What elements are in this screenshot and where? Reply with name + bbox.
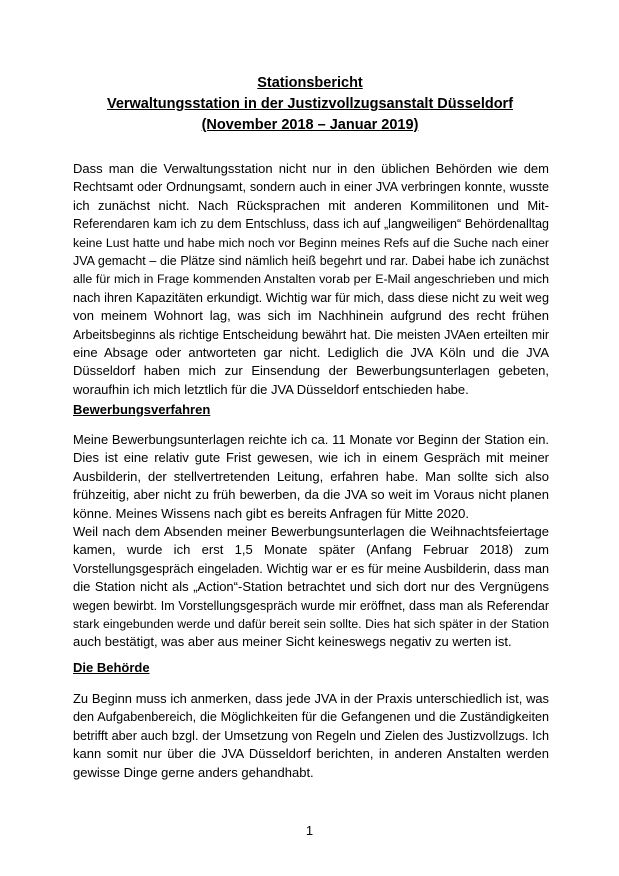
text-line: wegen bewirbt. Im Vorstellungsgespräch wurde mir eröffnet, dass man als Referendar [73,598,549,613]
text-line: stark eingebunden werde und dafür bereit sein sollte. Dies hat sich später in der Station [73,617,549,632]
text-line: den Aufgabenbereich, die Möglichkeiten für die Gefangenen und die Zuständigkeiten [73,710,549,725]
text-line: Meine Bewerbungsunterlagen reichte ich ca. 11 Monate vor Beginn der Station ein. [73,432,549,447]
text-line: nach ihren Kapazitäten erkundigt. Wichtig war für mich, dass diese nicht zu weit weg [73,290,549,305]
text-line: Dass man die Verwaltungsstation nicht nur in den üblichen Behörden wie dem [73,161,549,176]
text-line: keine Lust hatte und habe mich noch vor Beginn meines Refs auf die Suche nach einer [73,235,549,250]
text-line: könne. Meines Wissens nach gibt es bereits Anfragen für Mitte 2020. [73,505,469,521]
text-line: frühzeitig, aber nicht zu früh bewerben, da die JVA so weit im Voraus nicht planen [73,487,549,503]
text-line: von meinem Wohnort lag, was sich im Nachhinein aufgrund des recht frühen [73,308,549,324]
text-line: Düsseldorf haben mich zur Einsendung der Bewerbungsunterlagen gebeten, [73,363,549,379]
behoerde-paragraph-1 [73,690,549,782]
text-line: Ausbilderin, der stellvertretenden Leitung, erfahren habe. Man sollte sich also [73,468,549,484]
page-number: 1 [305,823,314,838]
document-title: Stationsbericht [257,75,363,91]
text-line: Vorstellungsgespräch eingeladen. Wichtig war er es für meine Ausbilderin, dass man [73,561,549,576]
text-line: JVA gemacht – die Plätze sind nämlich heiß begehrt und rar. Dabei habe ich zunächst [73,254,549,269]
text-line: betrifft aber auch bzgl. der Umsetzung von Regeln und Zielen des Justizvollzugs. Ich [73,728,549,743]
text-line: alle für mich in Frage kommenden Anstalten vorab per E-Mail angeschrieben und mich [73,272,549,287]
bewerbung-paragraph-2 [73,523,549,652]
text-line: Weil nach dem Absenden meiner Bewerbungsunterlagen die Weihnachtsfeiertage [73,524,549,539]
text-line: die Station nicht als „Action“-Station betrachtet und sich dort nur des Vergnügens [73,579,549,595]
title-block [60,73,560,136]
bewerbung-paragraph-1 [73,431,549,523]
text-line: kamen, wurde ich erst 1,5 Monate später (Anfang Februar 2018) zum [73,542,549,558]
section-heading-bewerbungsverfahren: Bewerbungsverfahren [73,402,211,417]
text-line: gewisse Dinge gerne anders gehandhabt. [73,764,314,780]
intro-paragraph [73,160,549,399]
text-line: woraufhin ich mich letztlich für die JVA Düsseldorf entschieden habe. [73,381,469,397]
text-line: Zu Beginn muss ich anmerken, dass jede JVA in der Praxis unterschiedlich ist, was [73,691,549,706]
text-line: Dies ist eine relativ gute Frist gewesen, wie ich in einem Gespräch mit meiner [73,450,549,466]
text-line: kann somit nur über die JVA Düsseldorf berichten, in anderen Anstalten werden [73,746,549,762]
document-subtitle: Verwaltungsstation in der Justizvollzugsanstalt Düsseldorf [106,96,514,112]
document-period: (November 2018 – Januar 2019) [201,117,419,133]
text-line: auch bestätigt, was aber aus meiner Sicht keineswegs negativ zu werten ist. [73,634,512,650]
text-line: ich zunächst nicht. Nach Rücksprachen mit anderen Kommilitonen und Mit- [73,197,549,213]
section-heading-die-behoerde: Die Behörde [73,660,150,675]
text-line: Referendaren kam ich zu dem Entschluss, dass ich auf „langweiligen“ Behördenalltag [73,217,549,232]
text-line: eine Absage oder antworteten gar nicht. Lediglich die JVA Köln und die JVA [73,345,549,361]
text-line: Rechtsamt oder Ordnungsamt, sondern auch in einer JVA verbringen konnte, wusste [73,180,549,195]
text-line: Arbeitsbeginns als richtige Entscheidung bewährt hat. Die meisten JVAen erteilten mir [73,327,549,342]
